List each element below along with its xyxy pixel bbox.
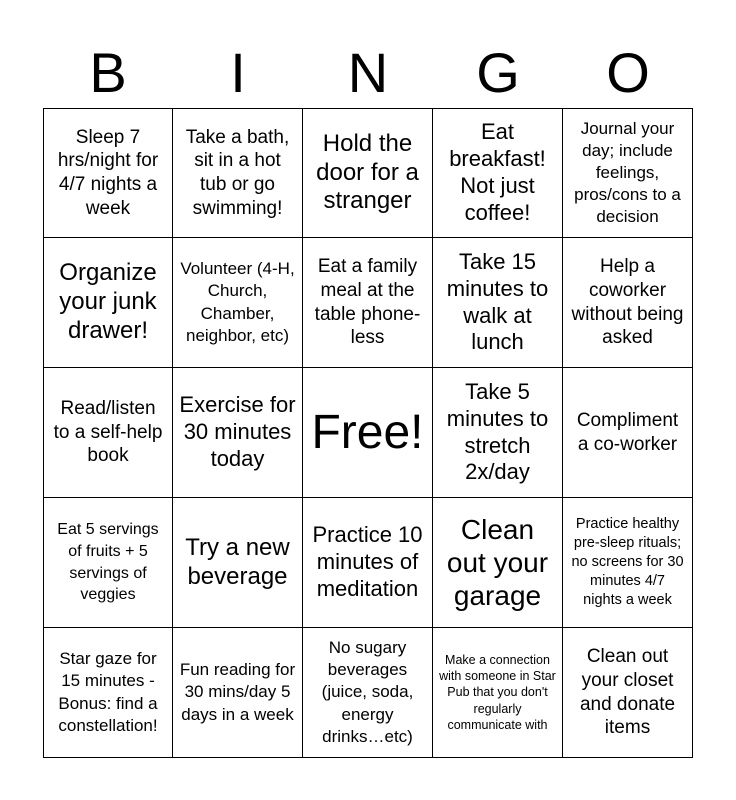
- bingo-cell-text: Eat 5 servings of fruits + 5 servings of veggies: [57, 521, 159, 604]
- header-letter-i: I: [230, 41, 246, 104]
- bingo-cell[interactable]: [43, 498, 173, 628]
- bingo-cell[interactable]: [303, 628, 433, 758]
- bingo-cell-text: Practice healthy pre-sleep rituals; no screens for 30 minutes 4/7 nights a week: [571, 516, 684, 608]
- bingo-cell[interactable]: [433, 238, 563, 368]
- bingo-cell[interactable]: [563, 628, 693, 758]
- bingo-cell-text: Fun reading for 30 mins/day 5 days in a week: [179, 660, 296, 724]
- bingo-header: [43, 38, 693, 108]
- bingo-cell[interactable]: [303, 108, 433, 238]
- bingo-cell-text: Sleep 7 hrs/night for 4/7 nights a week: [57, 126, 159, 219]
- bingo-cell-text: Journal your day; include feelings, pros/cons to a decision: [574, 118, 681, 227]
- bingo-cell-text: Help a coworker without being asked: [571, 256, 684, 349]
- bingo-cell-text: Exercise for 30 minutes today: [179, 392, 296, 471]
- bingo-cell[interactable]: [563, 498, 693, 628]
- bingo-cell-text: No sugary beverages (juice, soda, energy drinks…etc): [321, 638, 414, 746]
- bingo-cell-text: Organize your junk drawer!: [59, 259, 157, 344]
- free-space-text: Free!: [311, 405, 424, 459]
- header-letter-b: B: [89, 41, 127, 104]
- bingo-cell-text: Compliment a co-worker: [576, 409, 679, 455]
- header-letter-n: N: [347, 41, 389, 104]
- header-letter-o: O: [606, 41, 650, 104]
- bingo-cell-text: Take 15 minutes to walk at lunch: [446, 248, 549, 355]
- bingo-cell[interactable]: [173, 368, 303, 498]
- bingo-cell[interactable]: [43, 628, 173, 758]
- bingo-cell-text: Clean out your closet and donate items: [579, 646, 676, 739]
- bingo-cell[interactable]: [43, 368, 173, 498]
- bingo-cell[interactable]: [563, 108, 693, 238]
- bingo-cell[interactable]: [563, 368, 693, 498]
- bingo-cell[interactable]: [433, 628, 563, 758]
- bingo-cell-text: Hold the door for a stranger: [316, 129, 419, 215]
- bingo-cell[interactable]: [173, 498, 303, 628]
- bingo-cell-text: Eat breakfast! Not just coffee!: [449, 119, 546, 225]
- bingo-cell[interactable]: [303, 498, 433, 628]
- bingo-cell-text: Try a new beverage: [185, 533, 290, 590]
- bingo-board: [43, 108, 693, 758]
- bingo-cell-text: Practice 10 minutes of meditation: [312, 522, 423, 601]
- bingo-cell-text: Eat a family meal at the table phone-less: [314, 256, 421, 349]
- bingo-cell-text: Clean out your garage: [446, 513, 549, 612]
- bingo-cell[interactable]: [173, 238, 303, 368]
- bingo-cell[interactable]: [43, 238, 173, 368]
- bingo-cell[interactable]: [173, 628, 303, 758]
- bingo-cell[interactable]: [433, 108, 563, 238]
- bingo-cell[interactable]: [563, 238, 693, 368]
- bingo-cell-text: Read/listen to a self-help book: [53, 397, 163, 467]
- bingo-cell-text: Take 5 minutes to stretch 2x/day: [446, 378, 549, 485]
- bingo-cell-text: Make a connection with someone in Star Pub that you don't regularly communicate with: [439, 652, 556, 732]
- header-letter-g: G: [476, 41, 520, 104]
- bingo-cell[interactable]: [173, 108, 303, 238]
- bingo-cell[interactable]: [433, 498, 563, 628]
- bingo-cell-text: Take a bath, sit in a hot tub or go swimming!: [185, 126, 290, 219]
- free-space-cell[interactable]: [303, 368, 433, 498]
- bingo-cell-text: Volunteer (4-H, Church, Chamber, neighbor, etc): [180, 259, 295, 345]
- bingo-cell[interactable]: [43, 108, 173, 238]
- bingo-cell[interactable]: [433, 368, 563, 498]
- bingo-cell-text: Star gaze for 15 minutes - Bonus: find a constellation!: [58, 649, 158, 735]
- bingo-cell[interactable]: [303, 238, 433, 368]
